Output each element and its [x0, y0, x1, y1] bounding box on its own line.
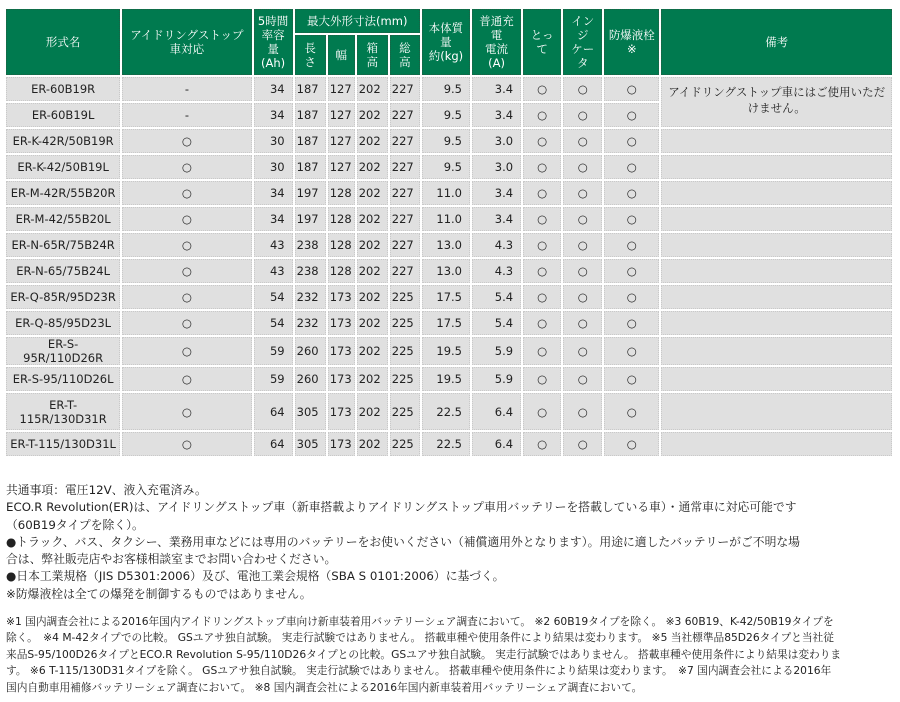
- cell-handle: ○: [523, 337, 561, 365]
- cell-remarks: [661, 285, 892, 309]
- cell-handle: ○: [523, 285, 561, 309]
- cell-capacity: 54: [254, 311, 293, 335]
- cell-length: 187: [295, 103, 326, 127]
- table-row: [6, 207, 892, 231]
- header-line: て: [536, 42, 548, 56]
- header-length: [295, 35, 326, 75]
- cell-remarks: [661, 233, 892, 257]
- cell-explosion-proof: ○: [604, 207, 659, 231]
- explosion-note: ※防爆液栓は全ての爆発を制御するものではありません。: [6, 586, 312, 601]
- cell-capacity: 54: [254, 285, 293, 309]
- cell-capacity: 43: [254, 259, 293, 283]
- cell-idle-stop: ○: [122, 207, 251, 231]
- cell-remarks: [661, 259, 892, 283]
- cell-handle: ○: [523, 367, 561, 391]
- cell-charge-current: 3.4: [472, 181, 521, 205]
- cell-box-height: 202: [357, 155, 388, 179]
- cell-handle: ○: [523, 129, 561, 153]
- cell-model: ER-Q-85R/95D23R: [6, 285, 120, 309]
- compat-note-line1: ECO.R Revolution(ER)は、アイドリングストップ車（新車搭載よりアイドリングストップ車用バッテリーを搭載している車）・通常車に対応可能です: [6, 500, 797, 515]
- table-row: [6, 259, 892, 283]
- cell-indicator: ○: [563, 103, 602, 127]
- cell-mass: 11.0: [422, 207, 470, 231]
- cell-width: 127: [328, 103, 355, 127]
- cell-model: ER-S-95R/110D26R: [6, 337, 120, 365]
- cell-box-height: 202: [357, 233, 388, 257]
- cell-capacity: 59: [254, 337, 293, 365]
- table-row: [6, 233, 892, 257]
- cell-idle-stop: ○: [122, 311, 251, 335]
- cell-charge-current: 5.4: [472, 285, 521, 309]
- cell-total-height: 225: [390, 311, 420, 335]
- cell-charge-current: 3.4: [472, 77, 521, 101]
- cell-handle: ○: [523, 103, 561, 127]
- cell-box-height: 202: [357, 181, 388, 205]
- header-line: 防爆液栓: [608, 28, 655, 42]
- cell-length: 197: [295, 207, 326, 231]
- cell-remarks: アイドリングストップ車にはご使用いただけません。: [661, 77, 892, 127]
- cell-length: 187: [295, 155, 326, 179]
- cell-length: 305: [295, 432, 326, 456]
- header-line: 率容: [261, 28, 285, 42]
- header-line: (A): [488, 56, 505, 70]
- model-line: ER-T-: [49, 397, 78, 412]
- header-line: 電: [490, 28, 503, 42]
- header-line: 量: [267, 42, 279, 56]
- header-line: 箱: [366, 41, 379, 55]
- cell-width: 173: [328, 311, 355, 335]
- table-row: [6, 311, 892, 335]
- cell-capacity: 64: [254, 393, 293, 430]
- cell-width: 127: [328, 129, 355, 153]
- cell-charge-current: 3.4: [472, 207, 521, 231]
- table-row: [6, 367, 892, 391]
- cell-handle: ○: [523, 207, 561, 231]
- cell-mass: 17.5: [422, 285, 470, 309]
- cell-charge-current: 4.3: [472, 233, 521, 257]
- cell-mass: 11.0: [422, 181, 470, 205]
- cell-total-height: 225: [390, 285, 420, 309]
- cell-idle-stop: ○: [122, 233, 251, 257]
- common-note: 共通事項：電圧12V、液入充電済み。: [6, 483, 207, 497]
- cell-width: 128: [328, 259, 355, 283]
- cell-remarks: [661, 129, 892, 153]
- cell-box-height: 202: [357, 367, 388, 391]
- cell-handle: ○: [523, 155, 561, 179]
- cell-explosion-proof: ○: [604, 77, 659, 101]
- cell-box-height: 202: [357, 103, 388, 127]
- cell-charge-current: 3.4: [472, 103, 521, 127]
- footnote-line: 来品S-95/100D26タイプとECO.R Revolution S-95/110D26タイプとの比較。GSユアサ独自試験。 実走行試験ではありません。 搭載車種や使用条件により結果は変わりま: [6, 647, 842, 661]
- cell-idle-stop: -: [122, 103, 251, 127]
- footnote-line: 除く。 ※4 M-42タイプでの比較。 GSユアサ独自試験。 実走行試験ではありません。 搭載車種や使用条件により結果は変わります。 ※5 当社標準品85D26タイプと当社従: [6, 631, 834, 645]
- header-model: 形式名: [6, 9, 120, 75]
- table-row: [6, 155, 892, 179]
- cell-idle-stop: ○: [122, 337, 251, 365]
- cell-mass: 17.5: [422, 311, 470, 335]
- cell-remarks: [661, 367, 892, 391]
- cell-remarks: [661, 432, 892, 456]
- cell-capacity: 64: [254, 432, 293, 456]
- truck-note-line2: 合は、弊社販売店やお客様相談室までお問い合わせください。: [6, 552, 337, 567]
- cell-width: 127: [328, 155, 355, 179]
- header-explosion-proof: [604, 9, 659, 75]
- cell-model: [6, 393, 120, 430]
- cell-charge-current: 5.4: [472, 311, 521, 335]
- table-row: [6, 129, 892, 153]
- header-line: 電流: [485, 42, 509, 56]
- cell-length: 238: [295, 233, 326, 257]
- cell-indicator: ○: [563, 367, 602, 391]
- cell-indicator: ○: [563, 181, 602, 205]
- cell-length: 260: [295, 367, 326, 391]
- cell-idle-stop: ○: [122, 259, 251, 283]
- cell-idle-stop: ○: [122, 181, 251, 205]
- cell-length: 232: [295, 285, 326, 309]
- cell-model: ER-60B19R: [6, 77, 120, 101]
- table-body: [6, 77, 892, 456]
- header-line: 普通充: [479, 14, 514, 28]
- cell-total-height: 225: [390, 393, 420, 430]
- table-row: [6, 181, 892, 205]
- cell-width: 173: [328, 285, 355, 309]
- table-row: [6, 77, 892, 101]
- cell-width: 173: [328, 393, 355, 430]
- cell-charge-current: 3.0: [472, 129, 521, 153]
- header-line: 高: [366, 55, 379, 69]
- cell-handle: ○: [523, 311, 561, 335]
- cell-remarks: [661, 181, 892, 205]
- cell-width: 128: [328, 181, 355, 205]
- cell-mass: 22.5: [422, 393, 470, 430]
- cell-indicator: ○: [563, 393, 602, 430]
- header-line: 量: [440, 35, 452, 49]
- cell-explosion-proof: ○: [604, 181, 659, 205]
- standard-note: ●日本工業規格（JIS D5301:2006）及び、電池工業会規格（SBA S 0101:2006）に基づく。: [6, 569, 505, 584]
- cell-indicator: ○: [563, 77, 602, 101]
- cell-box-height: 202: [357, 337, 388, 365]
- header-line: (Ah): [261, 56, 286, 70]
- cell-indicator: ○: [563, 432, 602, 456]
- cell-indicator: ○: [563, 285, 602, 309]
- cell-charge-current: 5.9: [472, 337, 521, 365]
- battery-spec-table: [4, 7, 894, 458]
- cell-handle: ○: [523, 432, 561, 456]
- cell-length: 238: [295, 259, 326, 283]
- cell-charge-current: 6.4: [472, 393, 521, 430]
- cell-charge-current: 3.0: [472, 155, 521, 179]
- cell-indicator: ○: [563, 311, 602, 335]
- cell-explosion-proof: ○: [604, 129, 659, 153]
- cell-idle-stop: ○: [122, 367, 251, 391]
- cell-length: 260: [295, 337, 326, 365]
- cell-mass: 9.5: [422, 103, 470, 127]
- cell-model: ER-M-42/55B20L: [6, 207, 120, 231]
- cell-idle-stop: ○: [122, 285, 251, 309]
- header-line: ケー: [571, 42, 595, 56]
- table-row: [6, 432, 892, 456]
- cell-mass: 22.5: [422, 432, 470, 456]
- header-line: 車対応: [169, 42, 205, 56]
- footnote-line: ※1 国内調査会社による2016年国内アイドリングストップ車向け新車装着用バッテリーシェア調査において。 ※2 60B19タイプを除く。 ※3 60B19、K-42/50B19タイプを: [6, 615, 834, 628]
- cell-mass: 9.5: [422, 77, 470, 101]
- header-charge-current: [472, 9, 521, 75]
- header-line: さ: [304, 55, 316, 69]
- cell-model: ER-S-95/110D26L: [6, 367, 120, 391]
- cell-width: 173: [328, 367, 355, 391]
- cell-mass: 9.5: [422, 129, 470, 153]
- cell-idle-stop: ○: [122, 129, 251, 153]
- header-line: 長: [304, 41, 316, 55]
- cell-idle-stop: -: [122, 77, 251, 101]
- cell-box-height: 202: [357, 311, 388, 335]
- table-row: [6, 393, 892, 430]
- header-line: 5時間: [257, 14, 289, 28]
- footnote-line: す。 ※6 T-115/130D31タイプを除く。 GSユアサ独自試験。 実走行試験ではありません。 搭載車種や使用条件により結果は変わります。 ※7 国内調査会社による2016年: [6, 664, 832, 678]
- cell-explosion-proof: ○: [604, 285, 659, 309]
- cell-box-height: 202: [357, 129, 388, 153]
- cell-length: 197: [295, 181, 326, 205]
- cell-box-height: 202: [357, 285, 388, 309]
- cell-explosion-proof: ○: [604, 432, 659, 456]
- cell-explosion-proof: ○: [604, 311, 659, 335]
- cell-handle: ○: [523, 393, 561, 430]
- cell-explosion-proof: ○: [604, 103, 659, 127]
- cell-capacity: 34: [254, 77, 293, 101]
- cell-mass: 13.0: [422, 259, 470, 283]
- header-mass: [422, 9, 470, 75]
- cell-box-height: 202: [357, 207, 388, 231]
- truck-note-line1: ●トラック、バス、タクシー、業務用車などには専用のバッテリーをお使いください（補償適用外となります）。用途に適したバッテリーがご不明な場: [6, 534, 800, 549]
- header-line: アイドリングストップ: [130, 28, 244, 42]
- cell-charge-current: 6.4: [472, 432, 521, 456]
- cell-indicator: ○: [563, 337, 602, 365]
- header-idle-stop: [122, 9, 251, 75]
- cell-length: 305: [295, 393, 326, 430]
- cell-length: 187: [295, 77, 326, 101]
- header-line: 本体質: [428, 21, 464, 35]
- cell-total-height: 227: [390, 259, 420, 283]
- cell-remarks: [661, 337, 892, 365]
- cell-remarks: [661, 311, 892, 335]
- cell-capacity: 43: [254, 233, 293, 257]
- header-remarks: 備考: [661, 9, 892, 75]
- cell-total-height: 227: [390, 77, 420, 101]
- cell-model: ER-60B19L: [6, 103, 120, 127]
- cell-model: ER-N-65R/75B24R: [6, 233, 120, 257]
- cell-total-height: 225: [390, 337, 420, 365]
- header-line: とっ: [530, 28, 554, 42]
- cell-model: ER-K-42/50B19L: [6, 155, 120, 179]
- header-handle: [523, 9, 561, 75]
- cell-model: ER-T-115/130D31L: [6, 432, 120, 456]
- cell-total-height: 225: [390, 432, 420, 456]
- table-row: [6, 337, 892, 365]
- header-line: ※: [626, 42, 637, 56]
- cell-model: ER-K-42R/50B19R: [6, 129, 120, 153]
- cell-total-height: 227: [390, 207, 420, 231]
- cell-handle: ○: [523, 233, 561, 257]
- header-line: タ: [576, 56, 589, 70]
- footnote-line: 国内自動車用補修バッテリーシェア調査において。 ※8 国内調査会社による2016年国内新車装着用バッテリーシェア調査において。: [6, 680, 643, 694]
- header-dimensions: 最大外形寸法(mm): [295, 9, 420, 33]
- cell-indicator: ○: [563, 233, 602, 257]
- header-line: イン: [571, 14, 595, 28]
- cell-handle: ○: [523, 77, 561, 101]
- cell-total-height: 227: [390, 129, 420, 153]
- model-line: 115R/130D31R: [19, 411, 107, 426]
- header-line: 約(kg): [428, 49, 464, 63]
- cell-capacity: 30: [254, 155, 293, 179]
- cell-model: ER-M-42R/55B20R: [6, 181, 120, 205]
- cell-width: 128: [328, 233, 355, 257]
- cell-box-height: 202: [357, 77, 388, 101]
- cell-explosion-proof: ○: [604, 393, 659, 430]
- cell-indicator: ○: [563, 259, 602, 283]
- cell-explosion-proof: ○: [604, 367, 659, 391]
- cell-total-height: 227: [390, 233, 420, 257]
- cell-explosion-proof: ○: [604, 155, 659, 179]
- cell-mass: 9.5: [422, 155, 470, 179]
- cell-handle: ○: [523, 259, 561, 283]
- header-capacity: [254, 9, 293, 75]
- cell-charge-current: 5.9: [472, 367, 521, 391]
- cell-length: 232: [295, 311, 326, 335]
- cell-idle-stop: ○: [122, 155, 251, 179]
- cell-remarks: [661, 155, 892, 179]
- spec-table-container: [6, 7, 894, 458]
- cell-indicator: ○: [563, 155, 602, 179]
- cell-model: ER-Q-85/95D23L: [6, 311, 120, 335]
- header-line: ジ: [576, 28, 589, 42]
- compat-note-line2: （60B19タイプを除く）。: [6, 517, 144, 532]
- cell-mass: 19.5: [422, 367, 470, 391]
- footnotes-section: [6, 614, 896, 696]
- cell-idle-stop: ○: [122, 393, 251, 430]
- cell-total-height: 227: [390, 103, 420, 127]
- cell-capacity: 59: [254, 367, 293, 391]
- cell-remarks: [661, 393, 892, 430]
- cell-total-height: 227: [390, 155, 420, 179]
- cell-handle: ○: [523, 181, 561, 205]
- cell-charge-current: 4.3: [472, 259, 521, 283]
- cell-remarks: [661, 207, 892, 231]
- cell-width: 128: [328, 207, 355, 231]
- cell-capacity: 34: [254, 181, 293, 205]
- header-width: 幅: [328, 35, 355, 75]
- cell-box-height: 202: [357, 259, 388, 283]
- cell-model: ER-N-65/75B24L: [6, 259, 120, 283]
- header-line: 総: [399, 41, 411, 55]
- header-box-height: [357, 35, 388, 75]
- cell-indicator: ○: [563, 129, 602, 153]
- cell-explosion-proof: ○: [604, 337, 659, 365]
- cell-total-height: 227: [390, 181, 420, 205]
- cell-mass: 19.5: [422, 337, 470, 365]
- cell-box-height: 202: [357, 393, 388, 430]
- table-row: [6, 285, 892, 309]
- cell-explosion-proof: ○: [604, 259, 659, 283]
- header-indicator: [563, 9, 602, 75]
- cell-total-height: 225: [390, 367, 420, 391]
- cell-idle-stop: ○: [122, 432, 251, 456]
- cell-capacity: 34: [254, 103, 293, 127]
- header-line: 高: [399, 55, 411, 69]
- cell-width: 173: [328, 337, 355, 365]
- cell-mass: 13.0: [422, 233, 470, 257]
- cell-length: 187: [295, 129, 326, 153]
- cell-box-height: 202: [357, 432, 388, 456]
- cell-capacity: 30: [254, 129, 293, 153]
- cell-explosion-proof: ○: [604, 233, 659, 257]
- cell-capacity: 34: [254, 207, 293, 231]
- cell-width: 173: [328, 432, 355, 456]
- cell-indicator: ○: [563, 207, 602, 231]
- header-total-height: [390, 35, 420, 75]
- cell-width: 127: [328, 77, 355, 101]
- notes-section: [6, 482, 896, 603]
